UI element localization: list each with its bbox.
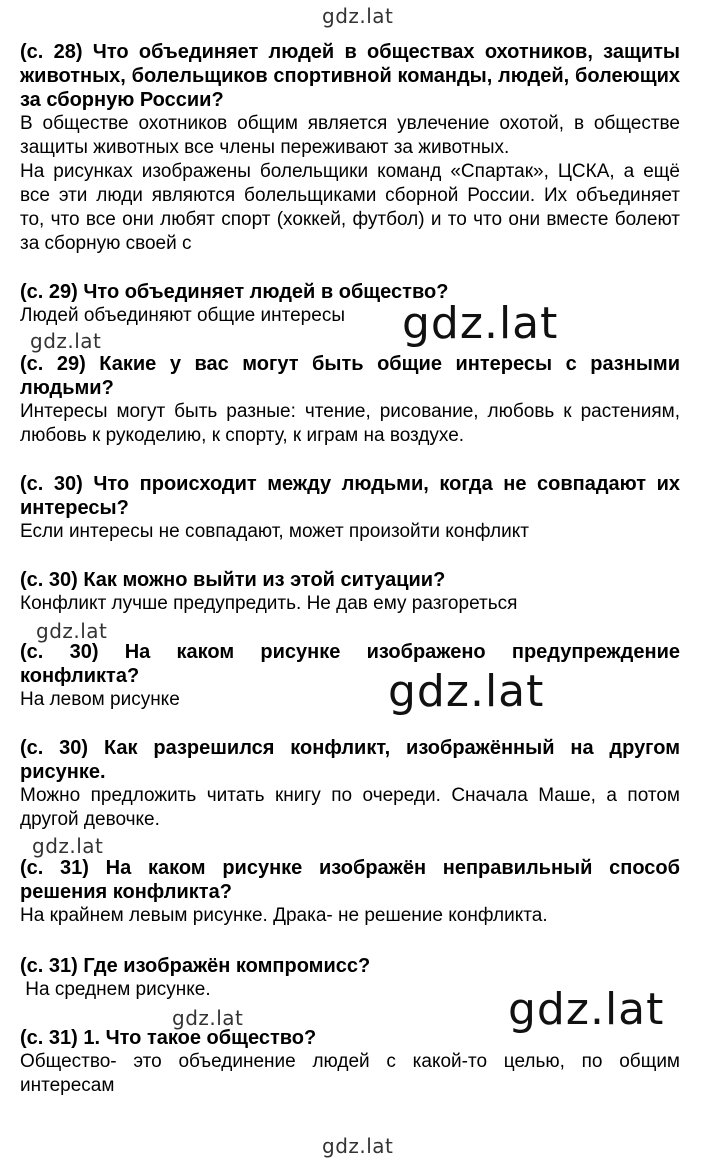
- question-9: (с. 31) Где изображён компромисс?: [20, 955, 371, 977]
- watermark-small-1: gdz.lat: [30, 329, 102, 353]
- watermark-small-3: gdz.lat: [32, 834, 104, 858]
- qa-section-10: [20, 1026, 680, 1098]
- question-1: (с. 28) Что объединяет людей в обществах охотников, защиты животных, болельщиков спортивной команды, людей, болеющих за сборную России?: [20, 41, 680, 111]
- question-8: (с. 31) На каком рисунке изображён неправильный способ решения конфликта?: [20, 857, 680, 903]
- question-4: (с. 30) Что происходит между людьми, когда не совпадают их интересы?: [20, 473, 680, 519]
- answer-3-1: Интересы могут быть разные: чтение, рисование, любовь к растениям, любовь к рукоделию, к спорту, к играм на воздухе.: [20, 401, 680, 446]
- watermark-small-2: gdz.lat: [36, 619, 108, 643]
- answer-7-1: Можно предложить читать книгу по очереди. Сначала Маше, а потом другой девочке.: [20, 785, 680, 830]
- question-7: (с. 30) Как разрешился конфликт, изображённый на другом рисунке.: [20, 737, 680, 783]
- qa-section-5: [20, 568, 680, 616]
- answer-9-1: На среднем рисунке.: [20, 979, 211, 1000]
- answer-2-1: Людей объединяют общие интересы: [20, 305, 345, 326]
- qa-section-1: [20, 40, 680, 256]
- question-3: (с. 29) Какие у вас могут быть общие интересы с разными людьми?: [20, 353, 680, 399]
- qa-section-2: [20, 280, 680, 328]
- answer-10-1: Общество- это объединение людей с какой-то целью, по общим интересам: [20, 1051, 680, 1096]
- qa-section-4: [20, 472, 680, 544]
- answer-4-1: Если интересы не совпадают, может произойти конфликт: [20, 521, 529, 542]
- question-2: (с. 29) Что объединяет людей в общество?: [20, 281, 449, 303]
- watermark-bottom: gdz.lat: [322, 1134, 394, 1158]
- answer-6-1: На левом рисунке: [20, 689, 180, 710]
- answer-1-2: На рисунках изображены болельщики команд «Спартак», ЦСКА, а ещё все эти люди являются болельщиками сборной России. Их объединяет то, что все они любят спорт (хоккей, футбол) и то что они вместе болеют за сборную своей с: [20, 161, 680, 254]
- watermark-large-3: gdz.lat: [508, 984, 665, 1035]
- qa-section-8: [20, 856, 680, 928]
- qa-section-3: [20, 352, 680, 448]
- watermark-small-4: gdz.lat: [172, 1006, 244, 1030]
- answer-8-1: На крайнем левым рисунке. Драка- не решение конфликта.: [20, 905, 548, 926]
- watermark-top: gdz.lat: [322, 4, 394, 28]
- answer-5-1: Конфликт лучше предупредить. Не дав ему разгореться: [20, 593, 518, 614]
- question-5: (с. 30) Как можно выйти из этой ситуации?: [20, 569, 446, 591]
- question-6: (с. 30) На каком рисунке изображено предупреждение конфликта?: [20, 641, 680, 687]
- qa-section-6: [20, 640, 680, 712]
- watermark-large-2: gdz.lat: [388, 666, 545, 717]
- watermark-large-1: gdz.lat: [402, 298, 559, 349]
- answer-1-1: В обществе охотников общим является увлечение охотой, в обществе защиты животных все члены переживают за животных.: [20, 113, 680, 158]
- question-10: (с. 31) 1. Что такое общество?: [20, 1027, 317, 1049]
- qa-section-7: [20, 736, 680, 832]
